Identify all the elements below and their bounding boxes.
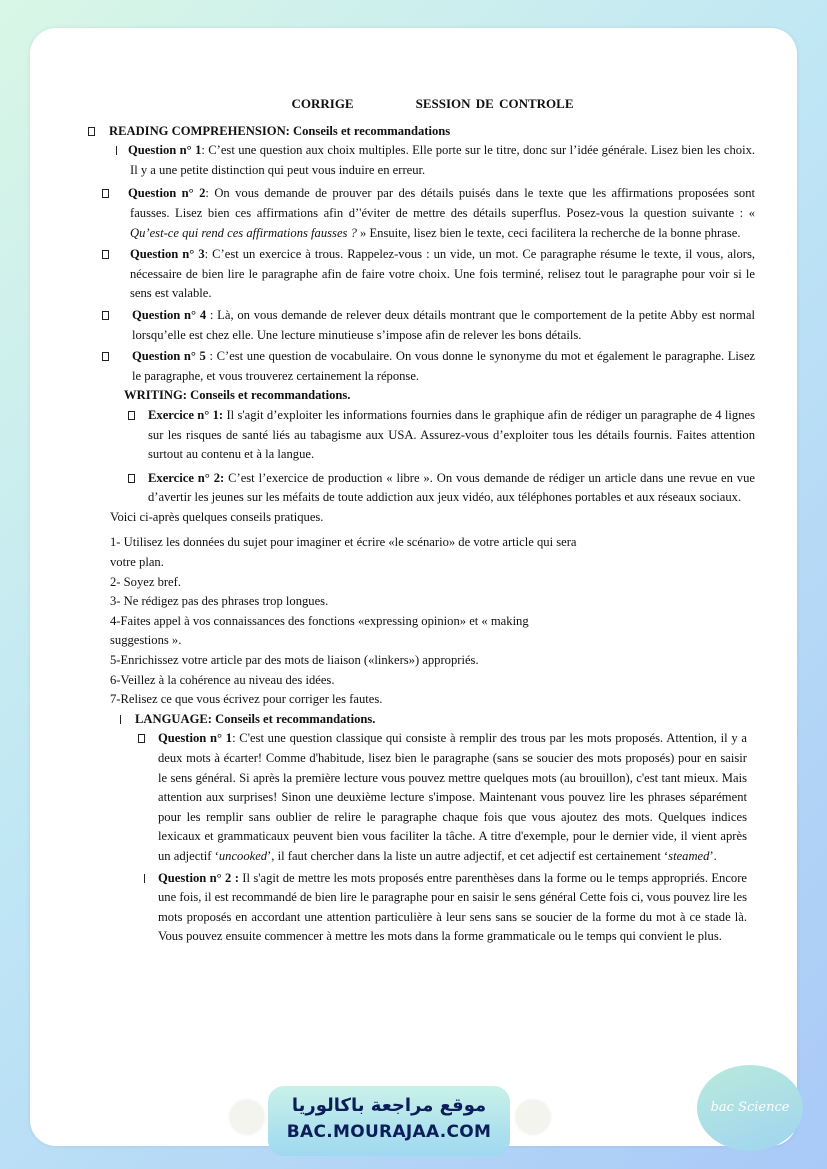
bullet-icon bbox=[128, 474, 135, 483]
reading-heading: READING COMPREHENSION: Conseils et recommandations bbox=[88, 122, 755, 142]
site-url[interactable]: BAC.MOURAJAA.COM bbox=[286, 1122, 492, 1142]
writing-heading: WRITING: Conseils et recommandations. bbox=[124, 388, 351, 403]
tip-item: 7-Relisez ce que vous écrivez pour corriger les fautes. bbox=[110, 692, 383, 707]
language-heading: LANGUAGE: Conseils et recommandations. bbox=[120, 710, 755, 730]
language-q1: Question n° 1: C'est une question classique qui consiste à remplir des trous par les mots proposés. Attention, il y a deux mots à écarter! Comme d'habitude, lisez bien le paragraphe (sans se soucier des mots proposés) pour en saisir le sens général. Si après la première lecture vous pouvez mettre quelques mots (au brouillon), c'est tant mieux. Mais attention aux surprises! Sinon une deuxième lecture s'impose. Maintenant vous pouvez lire les phrases séparément pour les remplir sans oublier de relire le paragraphe chaque fois que vous ajoutez des mots. Quelques indices lexicaux et grammaticaux peuvent bien vous faciliter la tâche. A titre d'exemple, pour le dernier vide, il vient après un adjectif ‘uncooked’, il faut chercher dans la liste un autre adjectif, et cet adjectif est certainement ‘steamed’. bbox=[110, 729, 755, 866]
reading-q1: Question n° 1: C’est une question aux choix multiples. Elle porte sur le titre, donc sur l’idée générale. Lisez bien les choix. Il y a une petite distinction qui peut vous induire en erreur. bbox=[110, 141, 755, 180]
site-name-arabic: موقع مراجعة باكالوريا bbox=[291, 1095, 487, 1116]
bullet-icon bbox=[102, 311, 109, 320]
page-title bbox=[110, 94, 755, 114]
title-session: SESSION DE CONTROLE bbox=[415, 96, 574, 111]
bullet-icon bbox=[102, 250, 109, 259]
tip-item: 4-Faites appel à vos connaissances des fonctions «expressing opinion» et « making bbox=[110, 613, 529, 628]
bullet-icon bbox=[116, 146, 117, 155]
tip-item: 1- Utilisez les données du sujet pour imaginer et écrire «le scénario» de votre article qui sera bbox=[110, 535, 577, 550]
site-banner[interactable] bbox=[268, 1086, 510, 1156]
logo-icon bbox=[516, 1100, 550, 1134]
tip-item: votre plan. bbox=[110, 555, 164, 570]
title-corrige: CORRIGE bbox=[291, 96, 354, 111]
reading-q4: Question n° 4 : Là, on vous demande de relever deux détails montrant que le comportement de la petite Abby est normal lorsqu’elle est chez elle. Une lecture minutieuse s’impose afin de relever les bons détails. bbox=[110, 306, 755, 345]
bac-science-badge bbox=[697, 1065, 803, 1151]
writing-e2: Exercice n° 2: C’est l’exercice de production « libre ». On vous demande de rédiger un article dans une revue en vue d’avertir les jeunes sur les méfaits de toute addiction aux jeux vidéo, aux téléphones portables et aux réseaux sociaux. bbox=[110, 469, 755, 508]
bullet-icon bbox=[138, 734, 145, 743]
tip-item: suggestions ». bbox=[110, 633, 182, 648]
tip-item: 2- Soyez bref. bbox=[110, 574, 181, 589]
reading-q2: Question n° 2: On vous demande de prouver par des détails puisés dans le texte que les affirmations proposées sont fausses. Lisez bien ces affirmations afin d’'éviter de mettre des détails superflus. Posez-vous la question suivante : « Qu’est-ce qui rend ces affirmations fausses ? » Ensuite, lisez bien le texte, ceci facilitera la recherche de la bonne phrase. bbox=[110, 184, 755, 243]
document-page bbox=[30, 28, 797, 1146]
writing-e1: Exercice n° 1: Il s'agit d’exploiter les informations fournies dans le graphique afin de rédiger un paragraphe de 4 lignes sur les risques de santé liés au tabagisme aux USA. Assurez-vous d’exploiter tous les détails fournis. Faites attention surtout au contenu et à la langue. bbox=[110, 406, 755, 465]
bullet-icon bbox=[88, 127, 95, 136]
document-content bbox=[110, 94, 755, 947]
tip-item: 3- Ne rédigez pas des phrases trop longues. bbox=[110, 594, 329, 609]
bullet-icon bbox=[120, 715, 121, 724]
badge-label: bac Science bbox=[710, 1100, 790, 1115]
language-q2: Question n° 2 : Il s'agit de mettre les mots proposés entre parenthèses dans la forme ou le temps appropriés. Encore une fois, il est recommandé de bien lire le paragraphe pour en saisir le sens général Cette fois ci, vous pouvez lire les mots proposés en accordant une attention particulière à leur sens sans se soucier de la forme du mot à ce stade là. Vous pouvez ensuite commencer à mettre les mots dans la forme grammaticale ou le temps qui convient le plus. bbox=[110, 869, 755, 947]
logo-icon bbox=[230, 1100, 264, 1134]
reading-q3: Question n° 3: C’est un exercice à trous. Rappelez-vous : un vide, un mot. Ce paragraphe résume le texte, il vous, alors, nécessaire de bien lire le paragraphe afin de faire votre choix. Une fois terminé, relisez tout le paragraphe pour voir si le sens est valable. bbox=[110, 245, 755, 304]
tips-list bbox=[110, 533, 755, 709]
reading-q5: Question n° 5 : C’est une question de vocabulaire. On vous donne le synonyme du mot et également le paragraphe. Lisez le paragraphe, et vous trouverez certainement la réponse. bbox=[110, 347, 755, 386]
bullet-icon bbox=[144, 874, 145, 883]
bullet-icon bbox=[102, 352, 109, 361]
advice-intro: Voici ci-après quelques conseils pratiques. bbox=[110, 509, 324, 524]
bullet-icon bbox=[102, 189, 109, 198]
bullet-icon bbox=[128, 411, 135, 420]
tip-item: 6-Veillez à la cohérence au niveau des idées. bbox=[110, 672, 335, 687]
tip-item: 5-Enrichissez votre article par des mots de liaison («linkers») appropriés. bbox=[110, 653, 479, 668]
